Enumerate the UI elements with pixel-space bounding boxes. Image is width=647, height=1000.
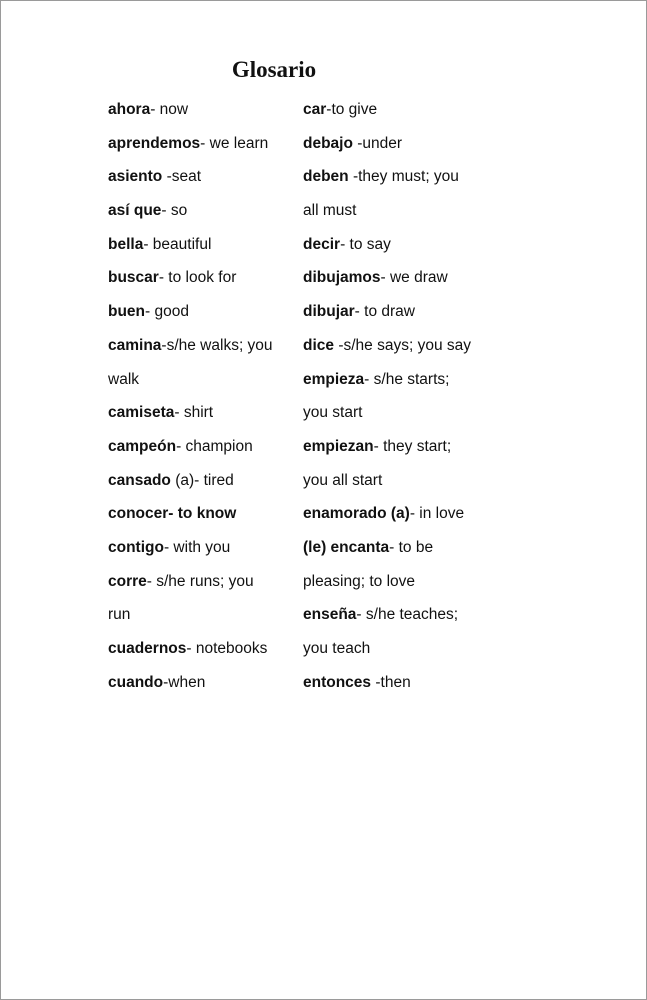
glossary-definition: - with you [163, 538, 231, 556]
glossary-entry [303, 396, 503, 430]
glossary-definition: -then [371, 673, 411, 691]
glossary-entry [108, 666, 298, 700]
glossary-entry [303, 531, 503, 565]
glossary-entry [108, 396, 298, 430]
glossary-term: bella [108, 235, 144, 253]
glossary-entry [303, 93, 503, 127]
glossary-term: dibujar [303, 303, 355, 321]
glossary-term: dice [303, 336, 335, 354]
glossary-entry [303, 632, 503, 666]
glossary-definition: - so [161, 202, 188, 220]
glossary-definition: - to say [340, 235, 391, 253]
glossary-entry [108, 497, 298, 531]
glossary-definition: you all start [303, 471, 383, 489]
glossary-entry [303, 295, 503, 329]
glossary-term: camiseta [108, 404, 175, 422]
glossary-definition: you start [303, 404, 363, 422]
glossary-definition: - s/he teaches; [356, 606, 459, 624]
glossary-term: buscar [108, 269, 159, 287]
glossary-entry [108, 93, 298, 127]
glossary-definition: run [108, 606, 131, 624]
glossary-entry [108, 464, 298, 498]
glossary-entry [108, 565, 298, 599]
glossary-entry [108, 127, 298, 161]
glossary-entry [108, 194, 298, 228]
glossary-entry [108, 160, 298, 194]
glossary-entry [108, 363, 298, 397]
glossary-definition: - now [150, 101, 189, 118]
glossary-entry [108, 261, 298, 295]
glossary-term: empiezan [303, 437, 374, 455]
glossary-entry [303, 228, 503, 262]
glossary-definition: you teach [303, 640, 371, 657]
glossary-definition: -under [352, 134, 403, 152]
glossary-entry [303, 329, 503, 363]
glossary-definition: pleasing; to love [303, 572, 416, 590]
glossary-term: aprendemos [108, 134, 201, 152]
glossary-term: conocer- to know [108, 505, 237, 523]
glossary-definition: - we draw [380, 269, 448, 287]
glossary-definition: all must [303, 202, 357, 220]
glossary-definition: (a)- tired [170, 471, 234, 489]
glossary-entry [303, 666, 503, 700]
glossary-term: cansado [108, 471, 171, 489]
glossary-term: asiento [108, 168, 163, 186]
glossary-definition: -they must; you [348, 168, 459, 186]
glossary-entry [303, 565, 503, 599]
glossary-definition: - to draw [354, 303, 415, 321]
glossary-entry [303, 497, 503, 531]
glossary-entry [108, 632, 298, 666]
glossary-term: contigo [108, 538, 164, 556]
glossary-term: cuando [108, 673, 164, 691]
glossary-definition: -when [163, 673, 206, 691]
glossary-entry [303, 160, 503, 194]
glossary-column-right [303, 93, 503, 699]
glossary-entry [108, 430, 298, 464]
glossary-term: entonces [303, 673, 372, 691]
glossary-term: dibujamos [303, 269, 381, 287]
glossary-entry [108, 295, 298, 329]
glossary-entry [108, 228, 298, 262]
glossary-entry [303, 363, 503, 397]
glossary-definition: - s/he runs; you [146, 572, 254, 590]
glossary-term: camina [108, 336, 162, 354]
glossary-entry [303, 127, 503, 161]
glossary-entry [108, 598, 298, 632]
glossary-term: debajo [303, 134, 353, 152]
glossary-term: empieza [303, 370, 365, 388]
glossary-entry [303, 598, 503, 632]
glossary-entry [108, 531, 298, 565]
glossary-definition: - they start; [373, 437, 452, 455]
glossary-term: car [303, 101, 327, 118]
glossary-term: corre [108, 572, 147, 590]
glossary-definition: -s/he says; you say [334, 336, 471, 354]
glossary-definition: - notebooks [186, 640, 268, 657]
glossary-term: enseña [303, 606, 357, 624]
glossary-definition: - to look for [158, 269, 237, 287]
glossary-term: así que [108, 202, 162, 220]
glossary-definition: - good [145, 303, 189, 321]
glossary-entry [303, 430, 503, 464]
glossary-definition: - beautiful [143, 235, 212, 253]
glossary-definition: - s/he starts; [364, 370, 450, 388]
glossary-definition: - to be [389, 538, 434, 556]
glossary-term: (le) encanta [303, 538, 390, 556]
glossary-term: enamorado (a) [303, 505, 410, 523]
glossary-term: cuadernos [108, 640, 187, 657]
glossary-definition: walk [108, 370, 140, 388]
glossary-term: decir [303, 235, 341, 253]
glossary-term: buen [108, 303, 146, 321]
glossary-entry [303, 261, 503, 295]
page-title: Glosario [231, 57, 317, 82]
glossary-entry [303, 194, 503, 228]
glossary-term: ahora [108, 101, 151, 118]
glossary-definition: - we learn [200, 134, 269, 152]
glossary-entry [108, 329, 298, 363]
glossary-definition: - shirt [174, 404, 214, 422]
glossary-term: campeón [108, 437, 177, 455]
glossary-definition: -seat [162, 168, 202, 186]
glossary-column-left [108, 93, 298, 699]
glossary-term: deben [303, 168, 349, 186]
glossary-definition: - in love [409, 505, 465, 523]
glossary-definition: -to give [326, 101, 378, 118]
glossary-entry [303, 464, 503, 498]
glossary-definition: - champion [176, 437, 253, 455]
glossary-definition: -s/he walks; you [161, 336, 273, 354]
